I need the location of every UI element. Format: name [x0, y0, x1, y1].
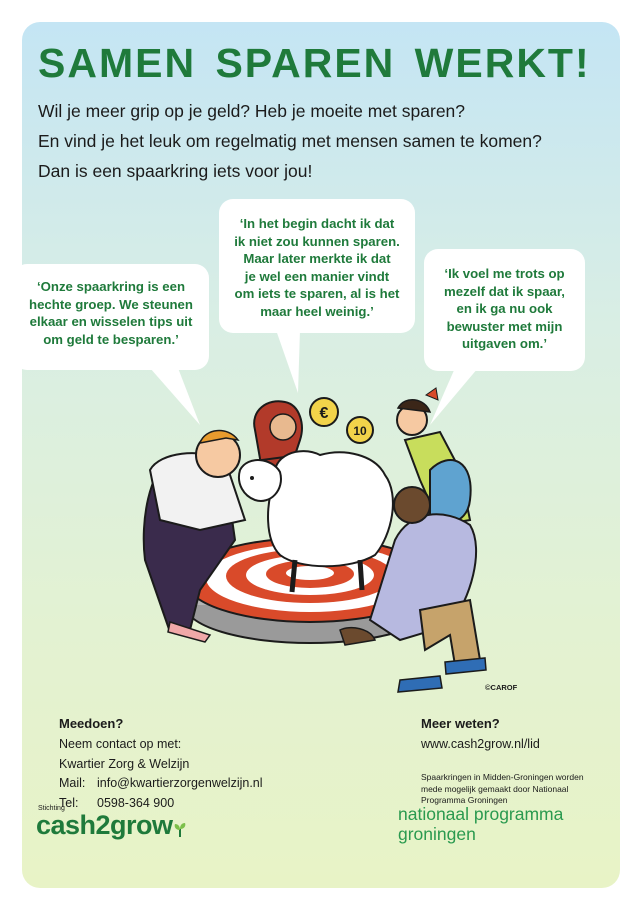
sprout-icon: [172, 822, 188, 838]
intro-line: Dan is een spaarkring iets voor jou!: [38, 161, 313, 181]
cash2grow-logo: [36, 805, 173, 838]
quote-line: bewuster met mijn: [446, 318, 563, 334]
contact-line: Neem contact op met:: [59, 737, 182, 751]
quote-line: ik niet zou kunnen sparen.: [234, 233, 400, 249]
tel-link[interactable]: 0598-364 900: [97, 796, 175, 810]
intro-line: En vind je het leuk om regelmatig met mensen samen te komen?: [38, 131, 542, 151]
contact-heading: Meedoen?: [59, 716, 124, 731]
quote-line: om iets te sparen, al is het: [234, 286, 400, 301]
quote-line: elkaar en wisselen tips uit: [29, 314, 193, 329]
quote-line: om geld te besparen.’: [43, 331, 179, 347]
npg-logo-line2: groningen: [398, 824, 476, 844]
quote-line: mezelf dat ik spaar,: [444, 283, 565, 299]
quote-line: ‘Ik voel me trots op: [444, 266, 565, 281]
quote-line: je wel een manier vindt: [244, 268, 390, 284]
more-info-url[interactable]: www.cash2grow.nl/lid: [421, 737, 540, 751]
headline: SAMEN SPAREN WERKT!: [38, 40, 591, 86]
more-info-heading: Meer weten?: [421, 716, 500, 731]
sponsor-line: mede mogelijk gemaakt door Nationaal: [421, 783, 569, 794]
bubble-tail-middle: [276, 330, 300, 393]
quote-bubble-right: [424, 249, 585, 371]
quote-line: en ik ga nu ook: [456, 301, 553, 316]
mail-link[interactable]: info@kwartierzorgenwelzijn.nl: [97, 776, 263, 790]
tel-label: Tel:: [59, 796, 79, 810]
mail-label: Mail:: [59, 776, 86, 790]
quote-bubble-middle: [219, 199, 415, 333]
npg-logo: [398, 804, 563, 844]
coin-ten-label: 10: [353, 424, 367, 438]
logo-stichting: Stichting: [38, 805, 65, 812]
quote-line: maar heel weinig.’: [260, 303, 374, 319]
quote-line: ‘In het begin dacht ik dat: [239, 216, 395, 231]
contact-org: Kwartier Zorg & Welzijn: [59, 757, 190, 771]
coin-euro-label: €: [319, 405, 329, 422]
logo-brand: cash2grow: [36, 810, 173, 840]
quote-line: uitgaven om.’: [462, 336, 547, 351]
quote-line: Maar later merkte ik dat: [243, 251, 391, 266]
illustration-credit: ©CAROF: [485, 683, 518, 692]
sponsor-line: Programma Groningen: [421, 795, 508, 805]
quote-bubble-left: [13, 264, 209, 370]
sponsor-line: Spaarkringen in Midden-Groningen worden: [421, 772, 584, 782]
intro-line: Wil je meer grip op je geld? Heb je moeite met sparen?: [38, 101, 466, 121]
quote-line: ‘Onze spaarkring is een: [36, 279, 186, 294]
bubble-tail-left: [150, 368, 200, 425]
quote-line: hechte groep. We steunen: [29, 296, 193, 312]
sponsor-note: [421, 772, 631, 807]
npg-logo-line1: nationaal programma: [398, 804, 564, 824]
